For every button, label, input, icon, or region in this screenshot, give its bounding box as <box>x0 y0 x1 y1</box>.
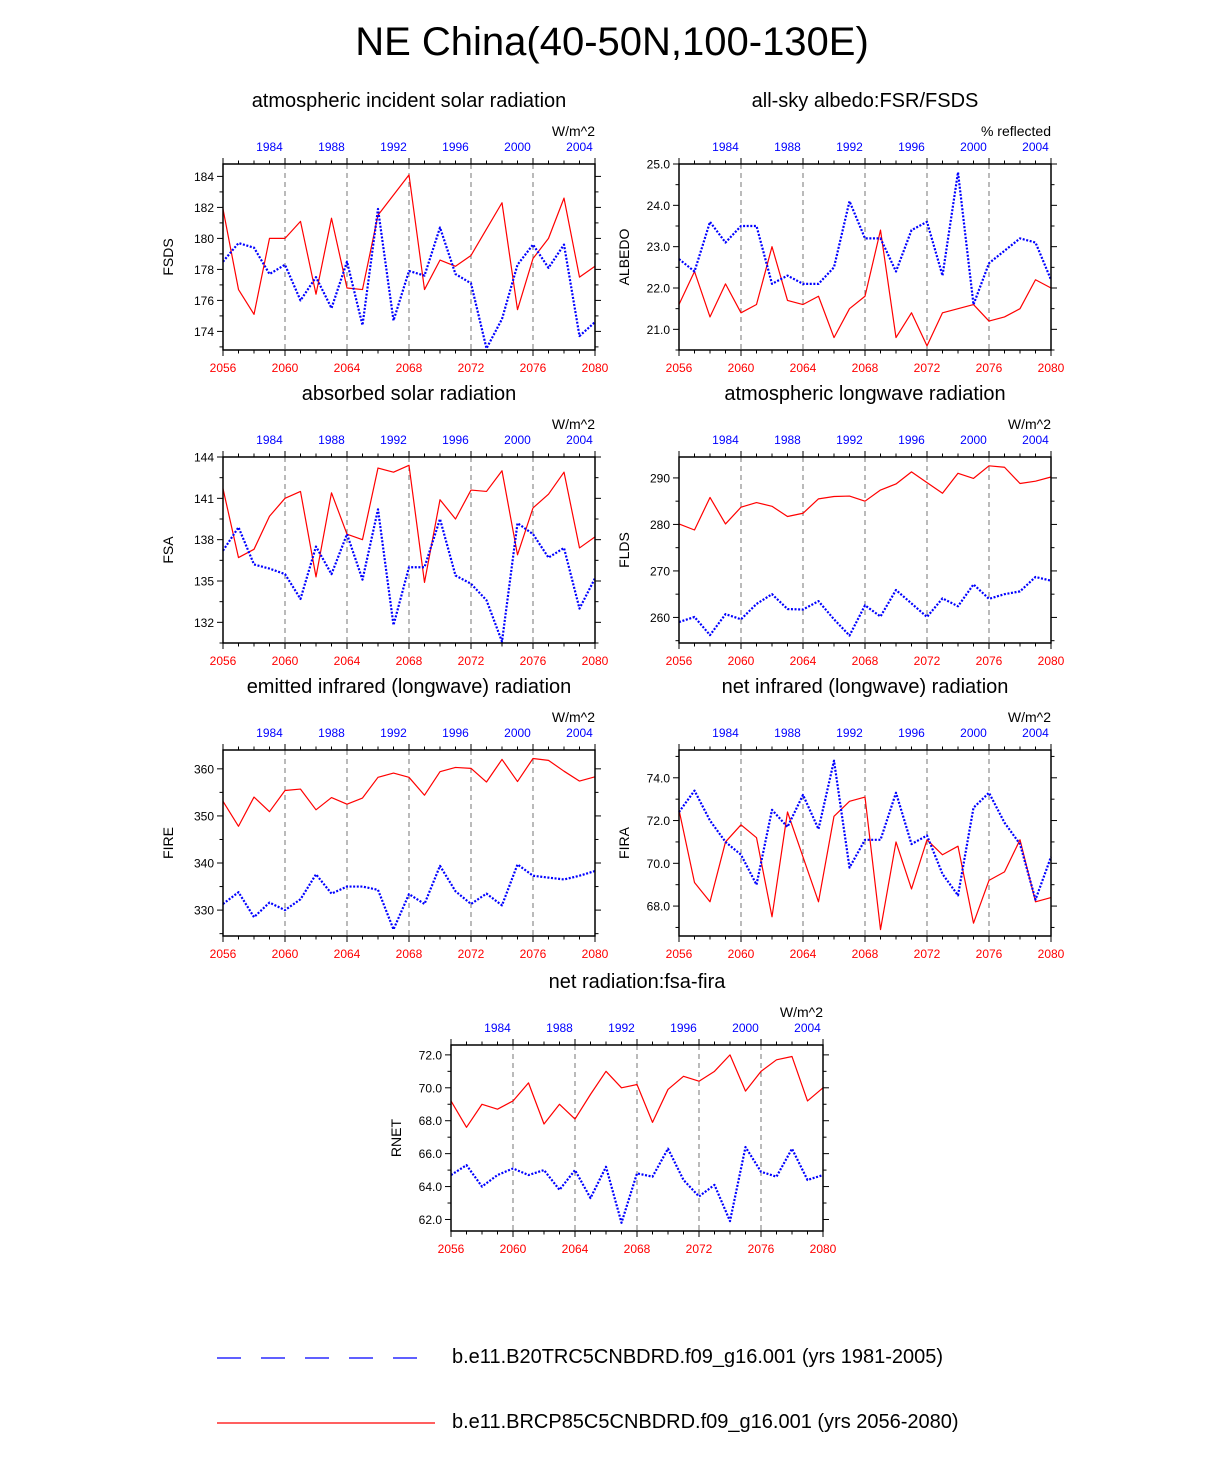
y-tick-label: 66.0 <box>418 1147 442 1162</box>
legend-future <box>215 1405 1035 1441</box>
x-bottom-tick-label: 2064 <box>789 947 817 961</box>
x-top-tick-label: 1992 <box>836 726 863 740</box>
x-top-tick-label: 1996 <box>670 1021 697 1035</box>
x-bottom-tick-label: 2056 <box>437 1242 465 1256</box>
x-top-tick-label: 1992 <box>380 140 407 154</box>
x-bottom-tick-label: 2056 <box>665 654 693 668</box>
x-bottom-tick-label: 2056 <box>209 947 237 961</box>
y-tick-label: 141 <box>193 491 214 506</box>
figure-title: NE China(40-50N,100-130E) <box>355 20 869 64</box>
y-tick-label: 180 <box>193 231 214 246</box>
chart-title: net radiation:fsa-fira <box>548 971 726 993</box>
x-top-tick-label: 1996 <box>442 726 469 740</box>
x-top-tick-label: 1996 <box>442 433 469 447</box>
x-top-tick-label: 2000 <box>504 433 531 447</box>
units-label: W/m^2 <box>551 709 595 725</box>
x-bottom-tick-label: 2076 <box>519 654 547 668</box>
x-bottom-tick-label: 2076 <box>519 361 547 375</box>
x-top-tick-label: 1992 <box>836 433 863 447</box>
x-top-tick-label: 1988 <box>318 726 345 740</box>
x-bottom-tick-label: 2060 <box>271 361 299 375</box>
x-bottom-tick-label: 2080 <box>809 1242 837 1256</box>
chart-svg <box>606 378 1066 670</box>
x-bottom-tick-label: 2060 <box>271 654 299 668</box>
y-tick-label: 290 <box>649 471 670 486</box>
x-top-tick-label: 1984 <box>712 726 739 740</box>
legend-future-swatch <box>215 1405 445 1441</box>
y-tick-label: 72.0 <box>646 814 670 829</box>
x-bottom-tick-label: 2064 <box>561 1242 589 1256</box>
units-label: W/m^2 <box>1007 416 1051 432</box>
y-tick-label: 68.0 <box>418 1114 442 1129</box>
x-top-tick-label: 1984 <box>256 140 283 154</box>
x-top-tick-label: 1988 <box>774 433 801 447</box>
x-bottom-tick-label: 2056 <box>665 947 693 961</box>
x-top-tick-label: 1988 <box>318 140 345 154</box>
chart-title: atmospheric longwave radiation <box>724 383 1006 405</box>
x-bottom-tick-label: 2072 <box>685 1242 713 1256</box>
x-top-tick-label: 2004 <box>1022 726 1049 740</box>
x-top-tick-label: 2000 <box>960 433 987 447</box>
legend-historical-label: b.e11.B20TRC5CNBDRD.f09_g16.001 (yrs 1981-2005) <box>452 1346 944 1368</box>
y-tick-label: 64.0 <box>418 1180 442 1195</box>
y-tick-label: 360 <box>193 762 214 777</box>
chart-title: atmospheric incident solar radiation <box>251 90 567 112</box>
chart-title: net infrared (longwave) radiation <box>721 676 1009 698</box>
x-top-tick-label: 2004 <box>794 1021 821 1035</box>
x-bottom-tick-label: 2056 <box>209 361 237 375</box>
x-bottom-tick-label: 2068 <box>395 361 423 375</box>
x-top-tick-label: 1984 <box>712 433 739 447</box>
chart-svg <box>378 966 838 1258</box>
y-tick-label: 280 <box>649 517 670 532</box>
chart-svg <box>606 671 1066 963</box>
y-tick-label: 340 <box>193 856 214 871</box>
y-axis-label: FIRA <box>616 827 632 859</box>
y-axis-label: FIRE <box>160 827 176 859</box>
chart-title: emitted infrared (longwave) radiation <box>246 676 572 698</box>
legend-historical-swatch <box>215 1340 445 1376</box>
y-axis-label: FLDS <box>616 532 632 568</box>
x-bottom-tick-label: 2064 <box>789 361 817 375</box>
chart-panel-rnet <box>378 966 838 1263</box>
x-bottom-tick-label: 2064 <box>333 654 361 668</box>
x-top-tick-label: 1996 <box>442 140 469 154</box>
x-top-tick-label: 2004 <box>566 433 593 447</box>
chart-svg <box>150 671 610 963</box>
x-top-tick-label: 1984 <box>712 140 739 154</box>
x-top-tick-label: 2004 <box>1022 433 1049 447</box>
x-top-tick-label: 2000 <box>960 140 987 154</box>
units-label: % reflected <box>980 123 1051 139</box>
x-top-tick-label: 2000 <box>732 1021 759 1035</box>
y-axis-label: FSDS <box>160 238 176 276</box>
x-bottom-tick-label: 2064 <box>333 947 361 961</box>
y-axis-label: FSA <box>160 536 176 564</box>
x-bottom-tick-label: 2064 <box>333 361 361 375</box>
x-bottom-tick-label: 2068 <box>851 361 879 375</box>
x-bottom-tick-label: 2068 <box>395 947 423 961</box>
x-top-tick-label: 2000 <box>504 726 531 740</box>
legend-historical <box>215 1340 1035 1376</box>
chart-svg <box>150 85 610 377</box>
x-top-tick-label: 2000 <box>960 726 987 740</box>
y-tick-label: 70.0 <box>418 1081 442 1096</box>
y-tick-label: 182 <box>193 200 214 215</box>
x-bottom-tick-label: 2076 <box>519 947 547 961</box>
units-label: W/m^2 <box>779 1004 823 1020</box>
x-bottom-tick-label: 2072 <box>457 361 485 375</box>
y-tick-label: 74.0 <box>646 771 670 786</box>
x-bottom-tick-label: 2060 <box>499 1242 527 1256</box>
chart-panel-fire <box>150 671 610 968</box>
y-tick-label: 132 <box>193 615 214 630</box>
y-tick-label: 70.0 <box>646 856 670 871</box>
x-bottom-tick-label: 2080 <box>1037 361 1065 375</box>
x-bottom-tick-label: 2072 <box>913 654 941 668</box>
x-top-tick-label: 2004 <box>566 140 593 154</box>
x-bottom-tick-label: 2068 <box>851 947 879 961</box>
y-tick-label: 184 <box>193 169 214 184</box>
chart-panel-fsds <box>150 85 610 382</box>
y-tick-label: 260 <box>649 610 670 625</box>
units-label: W/m^2 <box>1007 709 1051 725</box>
x-bottom-tick-label: 2068 <box>851 654 879 668</box>
x-bottom-tick-label: 2076 <box>975 654 1003 668</box>
y-tick-label: 62.0 <box>418 1212 442 1227</box>
y-tick-label: 138 <box>193 533 214 548</box>
y-tick-label: 25.0 <box>646 157 670 172</box>
x-bottom-tick-label: 2080 <box>1037 947 1065 961</box>
x-top-tick-label: 1996 <box>898 433 925 447</box>
x-top-tick-label: 1988 <box>774 140 801 154</box>
x-bottom-tick-label: 2072 <box>457 654 485 668</box>
y-tick-label: 144 <box>193 450 214 465</box>
chart-panel-flds <box>606 378 1066 675</box>
x-top-tick-label: 1988 <box>546 1021 573 1035</box>
y-tick-label: 330 <box>193 903 214 918</box>
x-bottom-tick-label: 2060 <box>727 361 755 375</box>
x-bottom-tick-label: 2060 <box>727 947 755 961</box>
x-bottom-tick-label: 2064 <box>789 654 817 668</box>
y-tick-label: 72.0 <box>418 1048 442 1063</box>
x-bottom-tick-label: 2080 <box>1037 654 1065 668</box>
y-tick-label: 22.0 <box>646 281 670 296</box>
x-top-tick-label: 1988 <box>318 433 345 447</box>
x-top-tick-label: 1996 <box>898 140 925 154</box>
x-top-tick-label: 1984 <box>256 726 283 740</box>
chart-panel-fira <box>606 671 1066 968</box>
chart-title: absorbed solar radiation <box>301 383 517 405</box>
chart-panel-fsa <box>150 378 610 675</box>
x-bottom-tick-label: 2080 <box>581 361 609 375</box>
x-bottom-tick-label: 2072 <box>457 947 485 961</box>
y-axis-label: RNET <box>388 1118 404 1158</box>
chart-svg <box>606 85 1066 377</box>
x-bottom-tick-label: 2068 <box>623 1242 651 1256</box>
x-bottom-tick-label: 2080 <box>581 654 609 668</box>
x-top-tick-label: 1984 <box>484 1021 511 1035</box>
x-top-tick-label: 1992 <box>380 726 407 740</box>
y-tick-label: 135 <box>193 574 214 589</box>
x-top-tick-label: 1988 <box>774 726 801 740</box>
x-bottom-tick-label: 2076 <box>747 1242 775 1256</box>
x-top-tick-label: 1996 <box>898 726 925 740</box>
y-tick-label: 270 <box>649 564 670 579</box>
y-axis-label: ALBEDO <box>616 228 632 286</box>
x-bottom-tick-label: 2060 <box>271 947 299 961</box>
y-tick-label: 178 <box>193 262 214 277</box>
y-tick-label: 23.0 <box>646 240 670 255</box>
x-bottom-tick-label: 2076 <box>975 361 1003 375</box>
x-top-tick-label: 2000 <box>504 140 531 154</box>
x-bottom-tick-label: 2076 <box>975 947 1003 961</box>
y-tick-label: 174 <box>193 324 214 339</box>
units-label: W/m^2 <box>551 416 595 432</box>
x-bottom-tick-label: 2056 <box>665 361 693 375</box>
x-top-tick-label: 2004 <box>566 726 593 740</box>
x-top-tick-label: 1992 <box>608 1021 635 1035</box>
y-tick-label: 350 <box>193 809 214 824</box>
x-top-tick-label: 2004 <box>1022 140 1049 154</box>
x-top-tick-label: 1984 <box>256 433 283 447</box>
x-top-tick-label: 1992 <box>380 433 407 447</box>
y-tick-label: 21.0 <box>646 322 670 337</box>
x-top-tick-label: 1992 <box>836 140 863 154</box>
legend-future-label: b.e11.BRCP85C5CNBDRD.f09_g16.001 (yrs 2056-2080) <box>452 1411 959 1433</box>
x-bottom-tick-label: 2068 <box>395 654 423 668</box>
x-bottom-tick-label: 2080 <box>581 947 609 961</box>
x-bottom-tick-label: 2072 <box>913 361 941 375</box>
x-bottom-tick-label: 2060 <box>727 654 755 668</box>
units-label: W/m^2 <box>551 123 595 139</box>
chart-title: all-sky albedo:FSR/FSDS <box>751 90 979 112</box>
y-tick-label: 24.0 <box>646 198 670 213</box>
y-tick-label: 68.0 <box>646 899 670 914</box>
x-bottom-tick-label: 2056 <box>209 654 237 668</box>
chart-panel-albedo <box>606 85 1066 382</box>
chart-svg <box>150 378 610 670</box>
x-bottom-tick-label: 2072 <box>913 947 941 961</box>
y-tick-label: 176 <box>193 293 214 308</box>
